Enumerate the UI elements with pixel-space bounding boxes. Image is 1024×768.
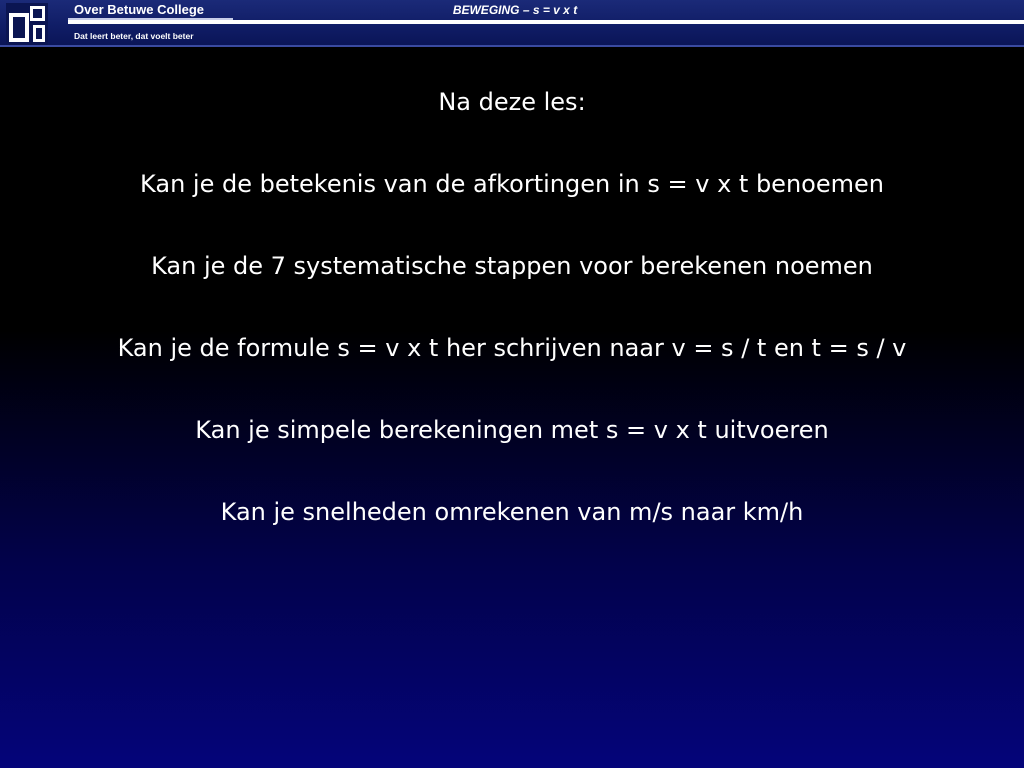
header-bar bbox=[0, 0, 1024, 47]
slide-title: BEWEGING – s = v x t bbox=[452, 3, 578, 17]
intro-text: Na deze les: bbox=[438, 88, 586, 116]
college-logo-icon bbox=[6, 3, 48, 45]
learning-goal: Kan je de 7 systematische stappen voor berekenen noemen bbox=[151, 252, 873, 280]
college-tagline: Dat leert beter, dat voelt beter bbox=[74, 31, 194, 41]
learning-goal: Kan je de formule s = v x t her schrijven naar v = s / t en t = s / v bbox=[117, 334, 907, 362]
college-name: Over Betuwe College bbox=[74, 2, 205, 17]
header-bottom-strip bbox=[0, 45, 1024, 47]
learning-goal: Kan je simpele berekeningen met s = v x t uitvoeren bbox=[195, 416, 829, 444]
header-divider bbox=[68, 20, 1024, 24]
slide-content bbox=[0, 88, 1024, 580]
learning-goal: Kan je de betekenis van de afkortingen in s = v x t benoemen bbox=[140, 170, 884, 198]
learning-goal: Kan je snelheden omrekenen van m/s naar km/h bbox=[220, 498, 804, 526]
